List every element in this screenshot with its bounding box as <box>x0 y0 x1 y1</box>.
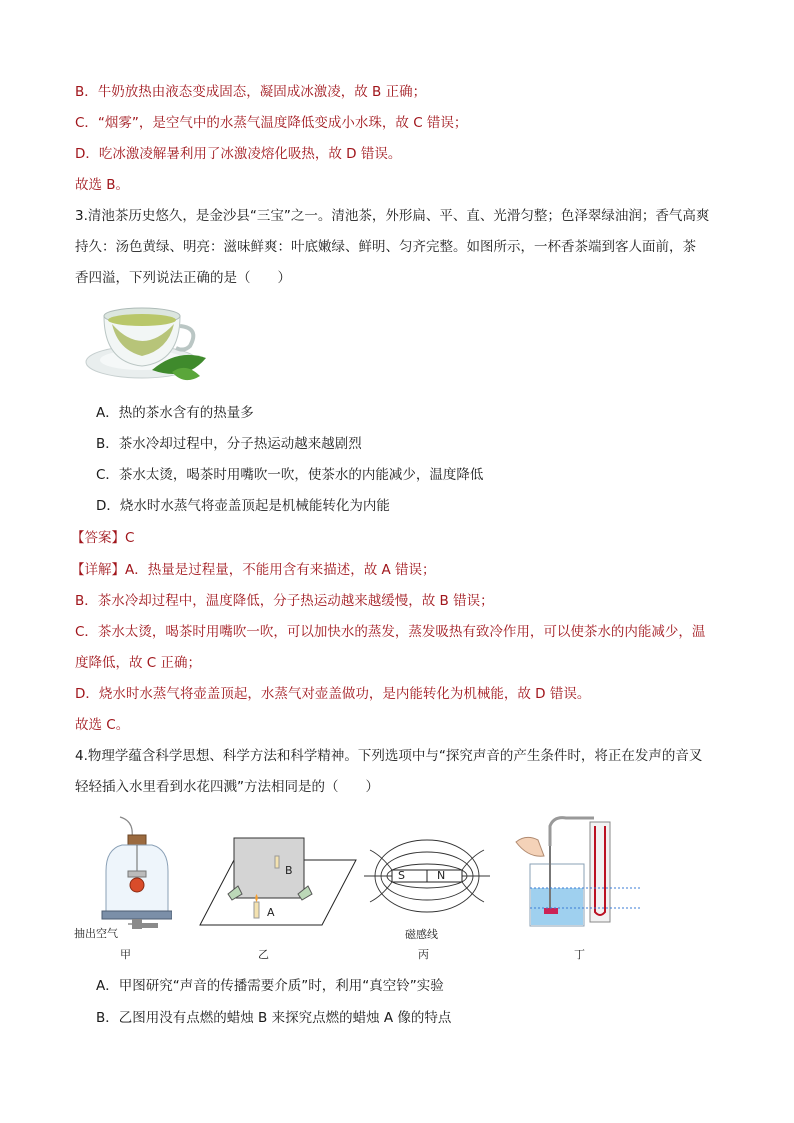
plane-mirror-figure <box>198 830 358 930</box>
q3-option-d: D．烧水时水蒸气将壶盖顶起是机械能转化为内能 <box>96 498 390 514</box>
q3-detail-d: D．烧水时水蒸气将壶盖顶起，水蒸气对壶盖做功，是内能转化为机械能，故 D 错误。 <box>75 686 591 702</box>
q3-option-b: B．茶水冷却过程中，分子热运动越来越剧烈 <box>96 436 362 452</box>
prev-option-b-explanation: B．牛奶放热由液态变成固态，凝固成冰激凌，故 B 正确； <box>75 84 427 100</box>
candle-a-label: A <box>267 906 275 919</box>
caption-jia: 甲 <box>120 948 131 961</box>
q4-stem-line-2: 轻轻插入水里看到水花四溅”方法相同是的（ ） <box>75 779 379 795</box>
tea-cup-image <box>82 298 214 390</box>
q3-detail-c-line-1: C．茶水太烫，喝茶时用嘴吹一吹，可以加快水的蒸发，蒸发吸热有致冷作用，可以使茶水的内能减少，温 <box>75 624 706 640</box>
vacuum-bell-jar-figure <box>72 815 172 940</box>
q3-answer: 【答案】C <box>71 530 135 546</box>
q3-detail-c-line-2: 度降低，故 C 正确； <box>75 655 202 671</box>
caption-bing: 丙 <box>418 948 429 961</box>
caption-yi: 乙 <box>258 948 269 961</box>
q3-detail-b: B．茶水冷却过程中，温度降低，分子热运动越来越缓慢，故 B 错误； <box>75 593 494 609</box>
prev-conclusion: 故选 B。 <box>75 177 130 193</box>
q3-conclusion: 故选 C。 <box>75 717 130 733</box>
prev-option-c-explanation: C．“烟雾”，是空气中的水蒸气温度降低变成小水珠，故 C 错误； <box>75 115 468 131</box>
q3-option-c: C．茶水太烫，喝茶时用嘴吹一吹，使茶水的内能减少，温度降低 <box>96 467 484 483</box>
magnetic-field-figure <box>362 826 492 926</box>
q4-option-b: B．乙图用没有点燃的蜡烛 B 来探究点燃的蜡烛 A 像的特点 <box>96 1010 452 1026</box>
candle-b-label: B <box>285 864 293 877</box>
magnet-n-label: N <box>437 869 446 882</box>
q3-stem-line-3: 香四溢，下列说法正确的是（ ） <box>75 270 291 286</box>
q3-detail-a: 【详解】A．热量是过程量，不能用含有来描述，故 A 错误； <box>71 562 436 578</box>
magnet-s-label: S <box>398 869 405 882</box>
q4-option-a: A．甲图研究“声音的传播需要介质”时，利用“真空铃”实验 <box>96 978 444 994</box>
q3-stem-line-1: 3.清池茶历史悠久，是金沙县“三宝”之一。清池茶，外形扁、平、直、光滑匀整；色泽翠绿油润；香气高爽 <box>75 208 710 224</box>
vacuum-label: 抽出空气 <box>74 927 118 940</box>
q3-stem-line-2: 持久：汤色黄绿、明亮：滋味鲜爽：叶底嫩绿、鲜明、匀齐完整。如图所示，一杯香茶端到客人面前，茶 <box>75 239 696 255</box>
q3-option-a: A．热的茶水含有的热量多 <box>96 405 254 421</box>
liquid-pressure-figure <box>510 812 645 932</box>
caption-ding: 丁 <box>574 948 585 961</box>
q4-stem-line-1: 4.物理学蕴含科学思想、科学方法和科学精神。下列选项中与“探究声音的产生条件时，将正在发声的音叉 <box>75 748 703 764</box>
prev-option-d-explanation: D．吃冰激凌解暑利用了冰激凌熔化吸热，故 D 错误。 <box>75 146 402 162</box>
field-lines-label: 磁感线 <box>405 928 438 941</box>
